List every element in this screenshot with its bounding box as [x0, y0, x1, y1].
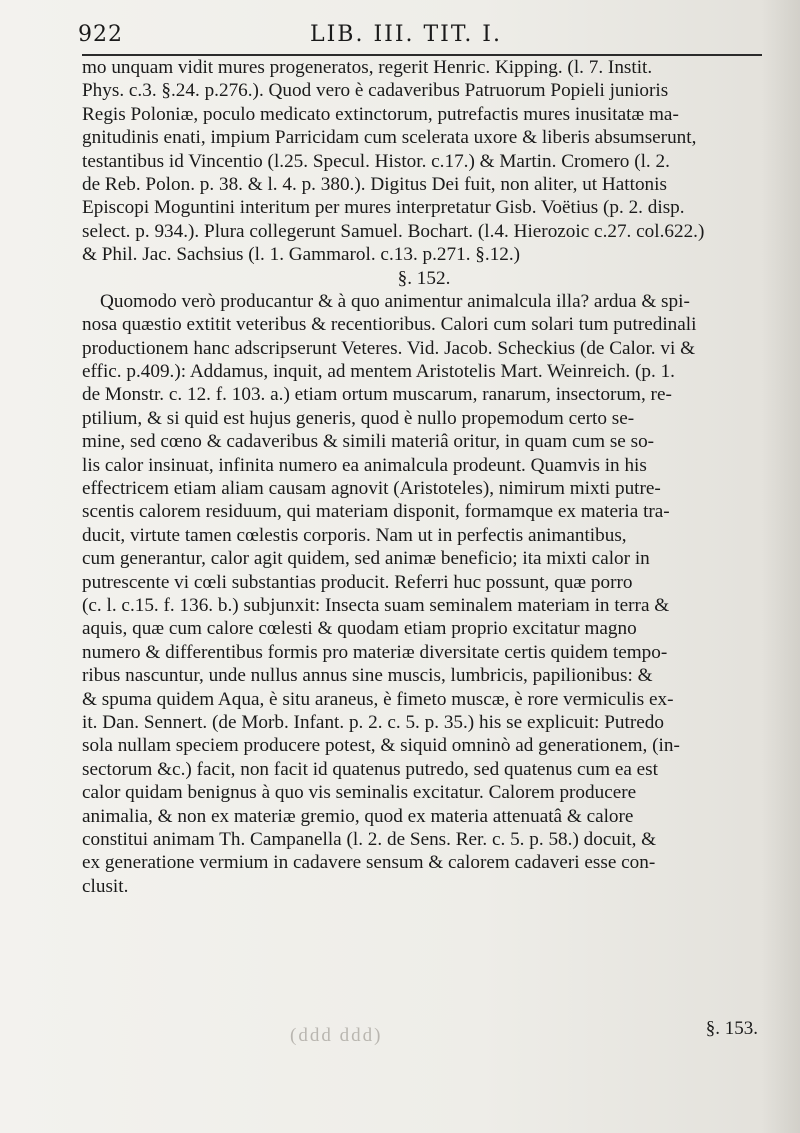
text-line: Quomodo verò producantur & à quo animentur animalcula illa? ardua & spi- — [100, 290, 690, 312]
text-line: select. p. 934.). Plura collegerunt Samuel. Bochart. (l.4. Hierozoic c.27. col.622.) — [82, 220, 705, 242]
bleed-through-text: (ddd ddd) — [290, 1025, 383, 1046]
text-line: aquis, quæ cum calore cœlesti & quodam etiam proprio excitatur magno — [82, 618, 637, 640]
text-line: sectorum &c.) facit, non facit id quatenus putredo, sed quatenus cum ea est — [82, 758, 658, 780]
text-line: testantibus id Vincentio (l.25. Specul. Histor. c.17.) & Martin. Cromero (l. 2. — [82, 150, 670, 172]
text-line: de Reb. Polon. p. 38. & l. 4. p. 380.). Digitus Dei fuit, non aliter, ut Hattonis — [82, 173, 667, 195]
text-line: nosa quæstio extitit veteribus & recentioribus. Calori cum solari tum putredinali — [82, 314, 697, 336]
text-line: animalia, & non ex materiæ gremio, quod ex materia attenuatâ & calore — [82, 805, 634, 827]
text-line: sola nullam speciem producere potest, & siquid omninò ad generationem, (in- — [82, 735, 680, 757]
text-line: mine, sed cœno & cadaveribus & simili materiâ oritur, in quam cum se so- — [82, 431, 655, 453]
text-line: cum generantur, calor agit quidem, sed animæ beneficio; ita mixti calor in — [82, 548, 650, 570]
text-line: & Phil. Jac. Sachsius (l. 1. Gammarol. c.13. p.271. §.12.) — [82, 244, 521, 266]
text-line: productionem hanc adscripserunt Veteres. Vid. Jacob. Scheckius (de Calor. vi & — [82, 337, 696, 359]
text-line: & spuma quidem Aqua, è situ araneus, è fimeto muscæ, è rore vermiculis ex- — [82, 688, 674, 710]
text-line: Episcopi Moguntini interitum per mures interpretatur Gisb. Voëtius (p. 2. disp. — [82, 197, 685, 219]
text-line: de Monstr. c. 12. f. 103. a.) etiam ortum muscarum, ranarum, insectorum, re- — [82, 384, 672, 406]
text-line: effic. p.409.): Addamus, inquit, ad mentem Aristotelis Mart. Weinreich. (p. 1. — [82, 361, 675, 383]
text-line: numero & differentibus formis pro materiæ diversitate certis quidem tempo- — [82, 641, 668, 663]
page-header — [78, 18, 768, 52]
text-line: clusit. — [82, 875, 129, 897]
text-line: constitui animam Th. Campanella (l. 2. de Sens. Rer. c. 5. p. 58.) docuit, & — [82, 828, 657, 850]
catchword: §. 153. — [705, 1018, 758, 1039]
text-line: mo unquam vidit mures progeneratos, regerit Henric. Kipping. (l. 7. Instit. — [82, 57, 653, 78]
text-body — [82, 56, 766, 898]
text-line: Regis Poloniæ, poculo medicato extinctorum, putrefactis mures inusitatæ ma- — [82, 103, 679, 125]
text-line: it. Dan. Sennert. (de Morb. Infant. p. 2. c. 5. p. 35.) his se explicuit: Putredo — [82, 711, 664, 733]
text-line: gnitudinis enati, impium Parricidam cum scelerata uxore & liberis absumserunt, — [82, 127, 697, 149]
running-head: LIB. III. TIT. I. — [310, 22, 502, 47]
text-line: ribus nascuntur, unde nullus annus sine muscis, lumbricis, papilionibus: & — [82, 665, 653, 687]
text-line: putrescente vi cœli substantias producit. Referri huc possunt, quæ porro — [82, 571, 633, 593]
text-line: effectricem etiam aliam causam agnovit (Aristoteles), nimirum mixti putre- — [82, 478, 661, 500]
page-edge-shadow — [762, 0, 800, 1133]
text-line: Phys. c.3. §.24. p.276.). Quod vero è cadaveribus Patruorum Popieli junioris — [82, 80, 669, 102]
text-line: scentis calorem residuum, qui materiam disponit, formamque ex materia tra- — [82, 501, 670, 523]
section-number: §. 152. — [397, 267, 451, 289]
text-line: ptilium, & si quid est hujus generis, quod è nullo propemodum certo se- — [82, 407, 635, 429]
text-line: calor quidam benignus à quo vis seminalis excitatur. Calorem producere — [82, 782, 637, 804]
text-line: (c. l. c.15. f. 136. b.) subjunxit: Insecta suam seminalem materiam in terra & — [82, 594, 670, 616]
text-line: ex generatione vermium in cadavere sensum & calorem cadaveri esse con- — [82, 852, 656, 874]
text-line: lis calor insinuat, infinita numero ea animalcula prodeunt. Quamvis in his — [82, 454, 647, 476]
text-line: ducit, virtute tamen cœlestis corporis. Nam ut in perfectis animantibus, — [82, 524, 627, 546]
page-number: 922 — [78, 22, 123, 47]
